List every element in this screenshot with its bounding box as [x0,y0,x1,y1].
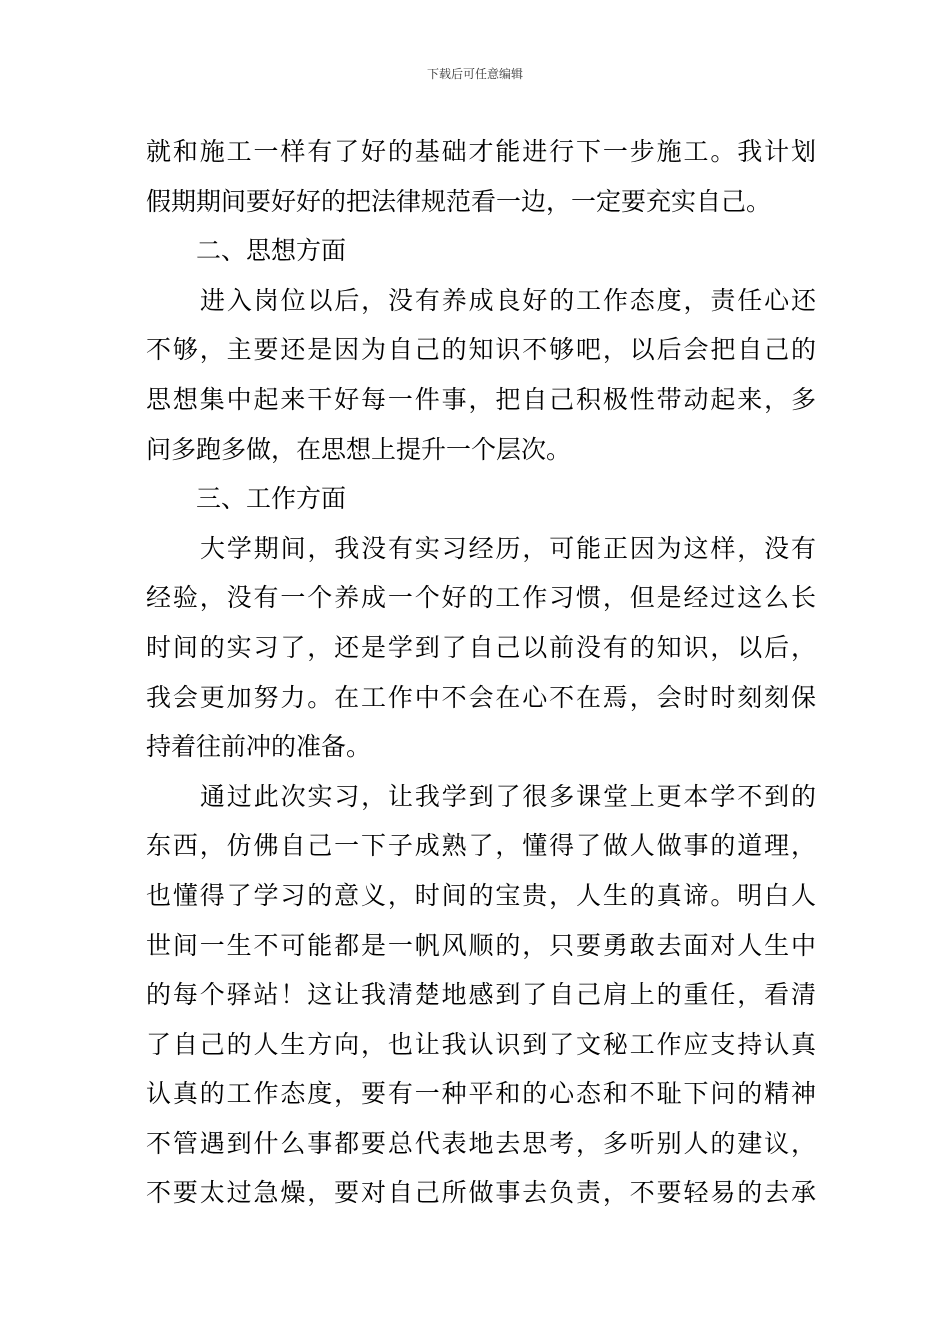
text-line: 问多跑多做，在思想上提升一个层次。 [146,434,572,464]
text-line: 持着往前冲的准备。 [146,732,372,762]
section-heading: 三、工作方面 [196,484,347,514]
section-heading: 二、思想方面 [196,236,347,266]
text-line: 认真的工作态度，要有一种平和的心态和不耻下问的精神 [146,1079,816,1109]
text-line: 了自己的人生方向，也让我认识到了文秘工作应支持认真 [146,1029,816,1059]
text-line: 世间一生不可能都是一帆风顺的，只要勇敢去面对人生中 [146,930,816,960]
text-line: 就和施工一样有了好的基础才能进行下一步施工。我计划 [146,137,816,166]
text-line: 经验，没有一个养成一个好的工作习惯，但是经过这么长 [146,583,816,613]
text-line: 也懂得了学习的意义，时间的宝贵，人生的真谛。明白人 [146,880,816,910]
text-line: 东西，仿佛自己一下子成熟了，懂得了做人做事的道理， [146,831,816,861]
text-line: 思想集中起来干好每一件事，把自己积极性带动起来，多 [146,384,816,414]
text-line: 时间的实习了，还是学到了自己以前没有的知识，以后， [146,632,816,662]
text-line: 不管遇到什么事都要总代表地去思考，多听别人的建议， [146,1128,816,1158]
text-line: 假期期间要好好的把法律规范看一边，一定要充实自己。 [146,186,772,216]
paragraph-first-line: 通过此次实习，让我学到了很多课堂上更本学不到的 [200,781,816,811]
body-text [146,127,816,1218]
page-header: 下载后可任意编辑 [426,67,523,81]
text-line: 不要太过急燥，要对自己所做事去负责，不要轻易的去承 [146,1178,816,1208]
paragraph-first-line: 大学期间，我没有实习经历，可能正因为这样，没有 [200,533,816,563]
text-line: 我会更加努力。在工作中不会在心不在焉，会时时刻刻保 [146,682,816,712]
paragraph-first-line: 进入岗位以后，没有养成良好的工作态度，责任心还 [200,285,816,315]
text-line: 不够，主要还是因为自己的知识不够吧，以后会把自己的 [146,335,816,365]
text-line: 的每个驿站！这让我清楚地感到了自己肩上的重任，看清 [146,980,816,1010]
